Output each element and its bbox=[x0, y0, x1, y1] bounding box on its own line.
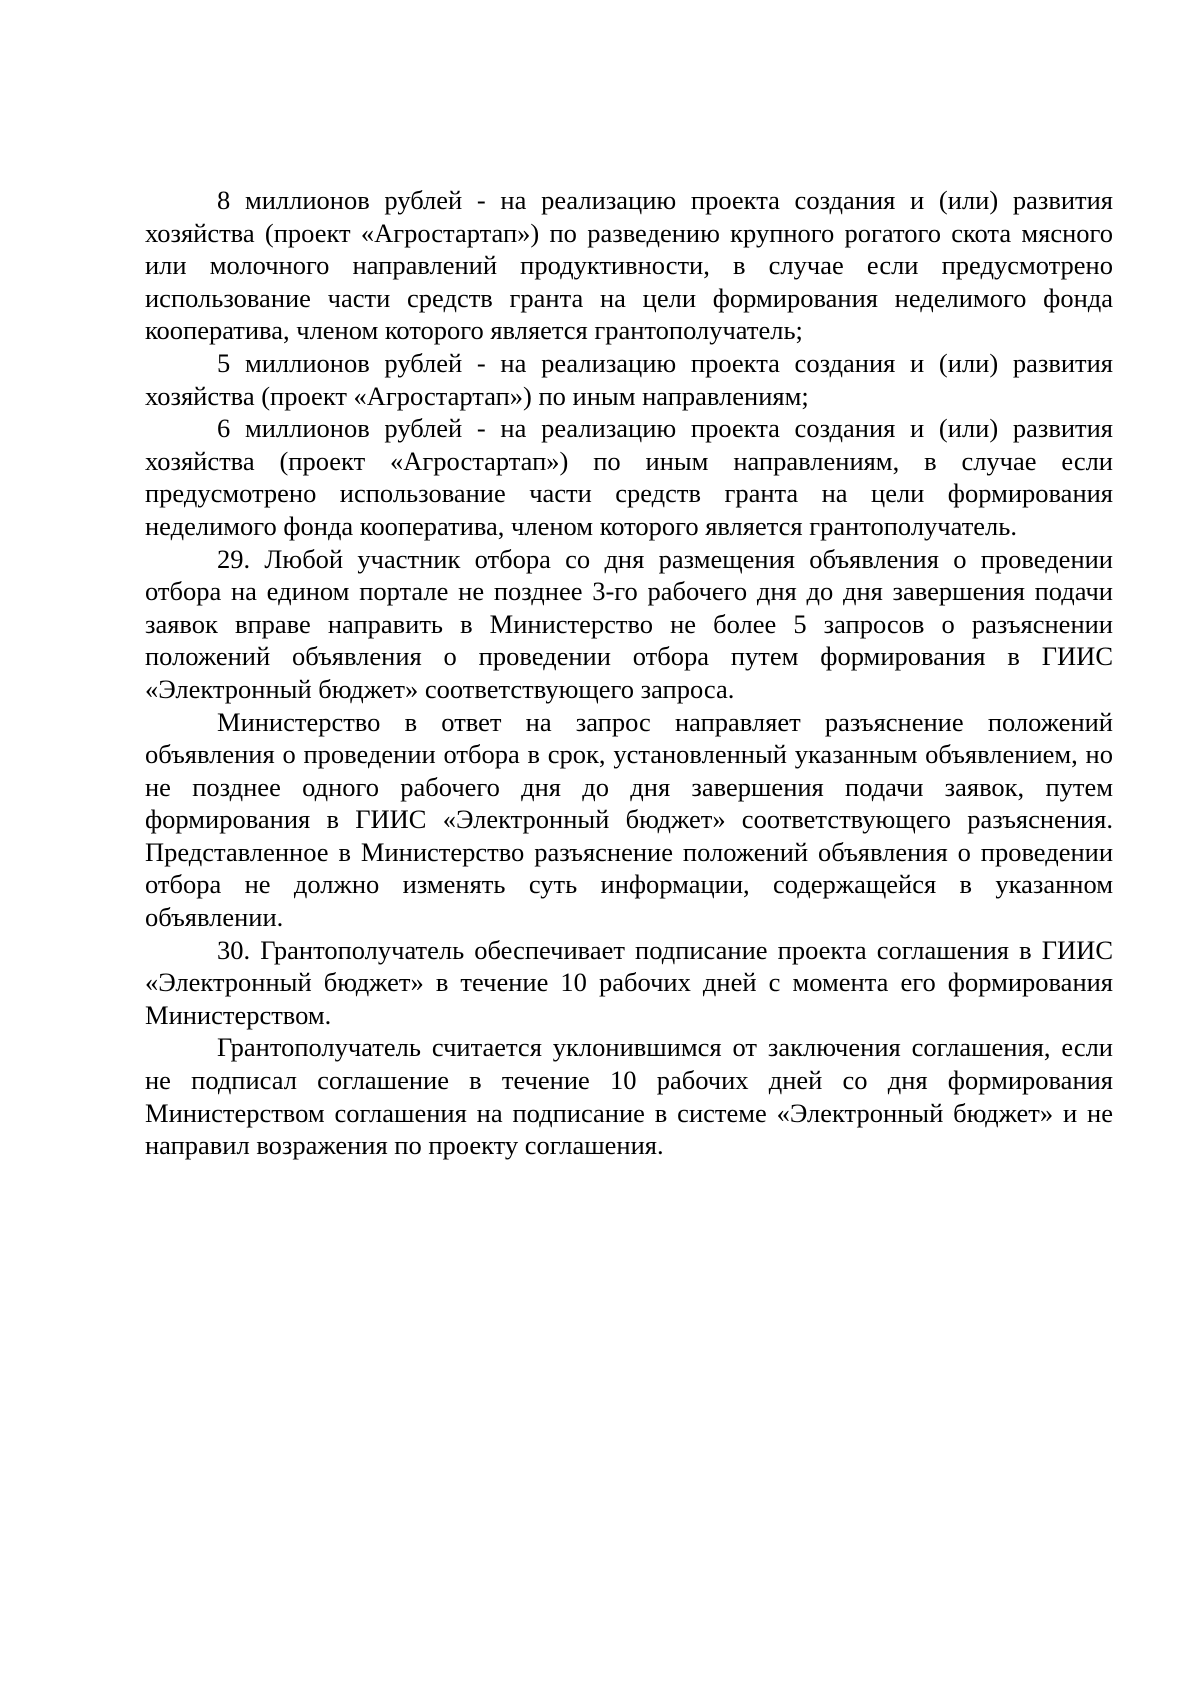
document-body bbox=[145, 184, 1113, 1162]
paragraph-ministry-response: Министерство в ответ на запрос направляет разъяснение положений объявления о проведении отбора в срок, установленный указанным объявлением, но не позднее одного рабочего дня до дня завершения подачи заявок, путем формирования в ГИИС «Электронный бюджет» соответствующего разъяснения. Представленное в Министерство разъяснение положений объявления о проведении отбора не должно изменять суть информации, содержащейся в указанном объявлении. bbox=[145, 706, 1113, 933]
paragraph-grant-5-million: 5 миллионов рублей - на реализацию проекта создания и (или) развития хозяйства (проект «Агростартап») по иным направлениям; bbox=[145, 347, 1113, 411]
paragraph-clause-30: 30. Грантополучатель обеспечивает подписание проекта соглашения в ГИИС «Электронный бюджет» в течение 10 рабочих дней с момента его формирования Министерством. bbox=[145, 934, 1113, 1030]
paragraph-clause-29: 29. Любой участник отбора со дня размещения объявления о проведении отбора на едином портале не позднее 3-го рабочего дня до дня завершения подачи заявок вправе направить в Министерство не более 5 запросов о разъяснении положений объявления о проведении отбора путем формирования в ГИИС «Электронный бюджет» соответствующего запроса. bbox=[145, 543, 1113, 704]
paragraph-evasion: Грантополучатель считается уклонившимся от заключения соглашения, если не подписал соглашение в течение 10 рабочих дней со дня формирования Министерством соглашения на подписание в системе «Электронный бюджет» и не направил возражения по проекту соглашения. bbox=[145, 1032, 1113, 1161]
paragraph-grant-8-million: 8 миллионов рублей - на реализацию проекта создания и (или) развития хозяйства (проект «Агростартап») по разведению крупного рогатого скота мясного или молочного направлений продуктивности, в случае если предусмотрено использование части средств гранта на цели формирования неделимого фонда кооператива, членом которого является грантополучатель; bbox=[145, 185, 1113, 346]
paragraph-grant-6-million: 6 миллионов рублей - на реализацию проекта создания и (или) развития хозяйства (проект «Агростартап») по иным направлениям, в случае если предусмотрено использование части средств гранта на цели формирования неделимого фонда кооператива, членом которого является грантополучатель. bbox=[145, 413, 1113, 541]
